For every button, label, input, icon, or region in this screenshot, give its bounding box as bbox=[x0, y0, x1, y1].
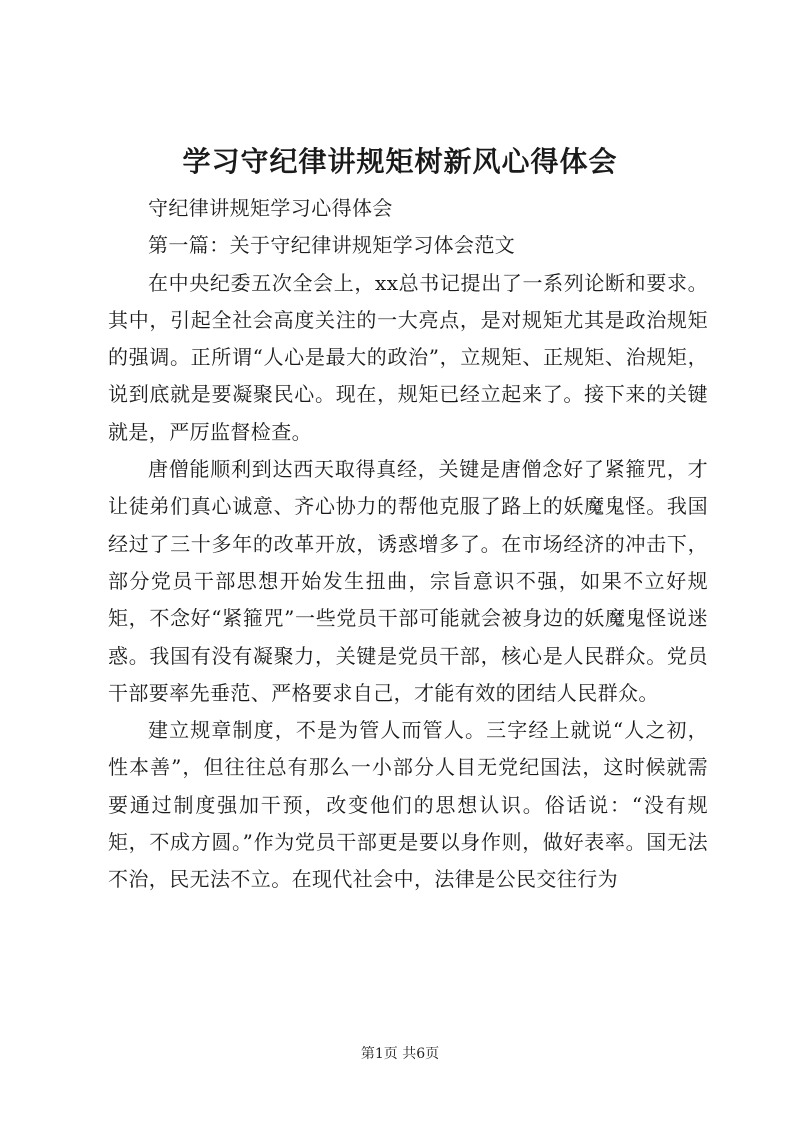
page-footer: 第1页 共6页 bbox=[360, 1046, 440, 1062]
body-paragraph: 唐僧能顺利到达西天取得真经，关键是唐僧念好了紧箍咒，才让徒弟们真心诚意、齐心协力的帮他克服了路上的妖魔鬼怪。我国经过了三十多年的改革开放，诱惑增多了。在市场经济的冲击下，部分党员干部思想开始发生扭曲，宗旨意识不强，如果不立好规矩，不念好“紧箍咒”一些党员干部可能就会被身边的妖魔鬼怪说迷惑。我国有没有凝聚力，关键是党员干部，核心是人民群众。党员干部要率先垂范、严格要求自己，才能有效的团结人民群众。 bbox=[108, 457, 708, 705]
document-title: 学习守纪律讲规矩树新风心得体会 bbox=[182, 145, 618, 178]
body-paragraph: 在中央纪委五次全会上，xx总书记提出了一系列论断和要求。其中，引起全社会高度关注的一大亮点，是对规矩尤其是政治规矩的强调。正所谓“人心是最大的政治”，立规矩、正规矩、治规矩，说到底就是要凝聚民心。现在，规矩已经立起来了。接下来的关键就是，严厉监督检查。 bbox=[108, 270, 708, 444]
subtitle-paragraph: 守纪律讲规矩学习心得体会 bbox=[148, 196, 393, 220]
section-heading-paragraph: 第一篇：关于守纪律讲规矩学习体会范文 bbox=[148, 233, 516, 258]
body-paragraph: 建立规章制度，不是为管人而管人。三字经上就说“人之初，性本善”，但往往总有那么一小部分人目无党纪国法，这时候就需要通过制度强加干预，改变他们的思想认识。俗话说：“没有规矩，不成方圆。”作为党员干部更是要以身作则，做好表率。国无法不治，民无法不立。在现代社会中，法律是公民交往行为 bbox=[108, 718, 708, 892]
document-body bbox=[108, 190, 708, 899]
